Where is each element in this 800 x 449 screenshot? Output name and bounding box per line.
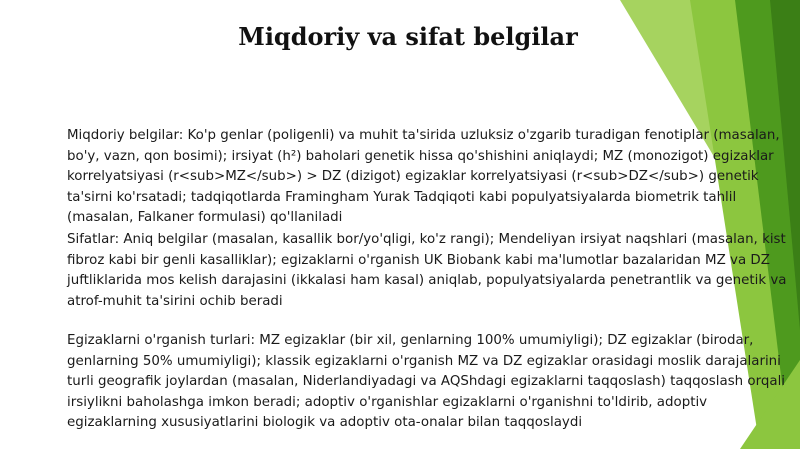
slide-title: Miqdoriy va sifat belgilar <box>238 22 578 51</box>
paragraph-qualitative-traits: Sifatlar: Aniq belgilar (masalan, kasallik bor/yo'qligi, ko'z rangi); Mendeliyan irsiyat naqshlari (masalan, kist fibroz kabi bir genli kasalliklar); egizaklarni o'rganish UK Biobank kabi ma'lumotlar bazalaridan MZ va DZ juftliklarida mos kelish darajasini (ikkalasi ham kasal) aniqlab, populyatsiyalarda penetrantlik va genetik va atrof-muhit ta'sirini ochib beradi <box>67 232 787 309</box>
paragraph-quantitative-traits: Miqdoriy belgilar: Ko'p genlar (poligenli) va muhit ta'sirida uzluksiz o'zgarib turadigan fenotiplar (masalan, bo'y, vazn, qon bosimi); irsiyat (h²) baholari genetik hissa qo'shishini aniqlaydi; MZ (monozigot) egizaklar korrelyatsiyasi (r<sub>MZ</sub>) > DZ (dizigot) egizaklar korrelyatsiyasi (r<sub>DZ</sub>) genetik ta'sirni ko'rsatadi; tadqiqotlarda Framingham Yurak Tadqiqoti kabi populyatsiyalarda biometrik tahlil (masalan, Falkaner formulasi) qo'llaniladi <box>67 128 780 225</box>
paragraph-twin-study-types: Egizaklarni o'rganish turlari: MZ egizaklar (bir xil, genlarning 100% umumiyligi); DZ egizaklar (birodar, genlarning 50% umumiyligi); klassik egizaklarni o'rganish MZ va DZ egizaklar orasidagi moslik darajalarini turli geografik joylardan (masalan, Niderlandiyadagi va AQShdagi egizaklarni taqqoslash) taqqoslash orqali irsiylikni baholashga imkon beradi; adoptiv o'rganishlar egizaklarni o'rganishni to'ldirib, adoptiv egizaklarning xususiyatlarini biologik va adoptiv ota-onalar bilan taqqoslaydi <box>67 333 786 430</box>
